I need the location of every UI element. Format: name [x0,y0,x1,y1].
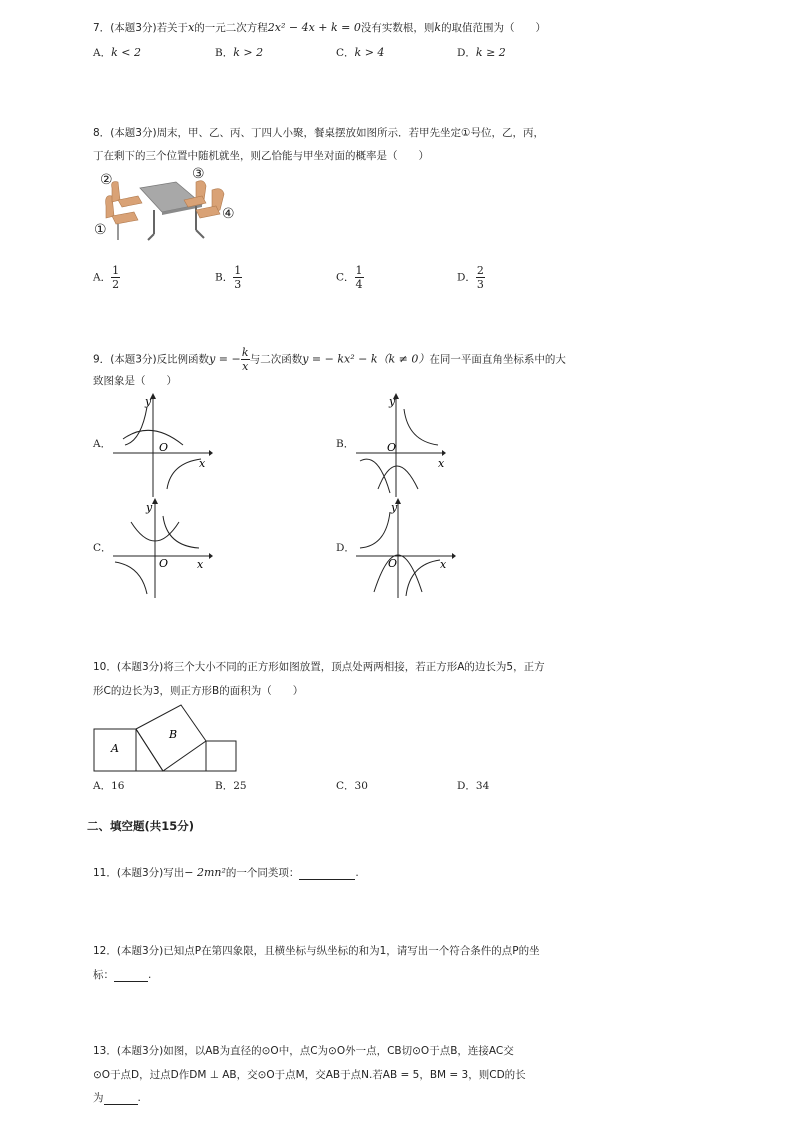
q8-option-b[interactable]: B． $\frac{1}{3}$ [215,264,242,291]
q7-number: 7． [93,22,111,34]
q7-option-a[interactable]: A．k < 2 [93,46,141,59]
q9-graph-d[interactable] [356,498,456,598]
q8-option-c[interactable]: C． $\frac{1}{4}$ [336,264,363,291]
q13-stem-line2: ⊙O于点D，过点D作DM ⊥ AB，交⊙O于点M，交AB于点N.若AB = 5，BM = 3，则CD的长 [93,1069,526,1081]
origin-label: O [159,441,169,454]
axis-label-y: y [145,395,152,408]
q12-stem-line1: 12．(本题3分)已知点P在第四象限，且横坐标与纵坐标的和为1，请写出一个符合条件的点P的坐 [93,945,540,957]
q11-stem: 11．(本题3分)写出− 2mn²的一个同类项： . [93,866,359,879]
axis-label-y: y [391,501,398,514]
axis-label-x: x [438,457,445,470]
q9-stem-line1: 9．(本题3分)反比例函数y = − $\frac{k}{x}$ 与二次函数y = − kx² − k（k ≠ 0）在同一平面直角坐标系中的大 [93,346,566,373]
seat-label-1: ① [94,222,107,238]
q9-stem-line2: 致图象是（ ） [93,375,177,387]
section2-title: 二、填空题(共15分) [87,819,195,833]
q9-graph-a[interactable] [113,393,213,497]
q7-option-c[interactable]: C．k > 4 [336,46,385,59]
axis-label-y: y [389,395,396,408]
axis-label-y: y [146,501,153,514]
q8-stem-line1: 8．(本题3分)周末，甲、乙、丙、丁四人小聚，餐桌摆放如图所示．若甲先坐定①号位，乙，丙， [93,127,544,139]
seat-label-3: ③ [192,166,205,182]
q8-option-d[interactable]: D． $\frac{2}{3}$ [457,264,484,291]
axis-label-x: x [197,558,204,571]
q12-answer-blank[interactable] [114,969,148,982]
q10-stem-line2: 形C的边长为3，则正方形B的面积为（ ） [93,685,304,697]
q9-option-c-label[interactable]: C． [93,542,112,554]
seat-label-4: ④ [222,206,235,222]
q7-option-b[interactable]: B．k > 2 [215,46,264,59]
q8-dining-table-figure [92,166,242,246]
q9-option-b-label[interactable]: B． [336,438,355,450]
q13-stem-line3: 为 . [93,1092,141,1104]
q7-option-d[interactable]: D．k ≥ 2 [457,46,506,59]
q9-graph-c[interactable] [113,498,213,598]
q13-answer-blank[interactable] [104,1092,138,1105]
q10-squares-figure [93,700,239,772]
q9-graph-b[interactable] [356,393,456,497]
q10-option-a[interactable]: A．16 [93,780,125,792]
q8-option-a[interactable]: A． $\frac{1}{2}$ [93,264,120,291]
q8-stem-line2: 丁在剩下的三个位置中随机就坐，则乙恰能与甲坐对面的概率是（ ） [93,150,429,162]
q10-option-c[interactable]: C．30 [336,780,368,792]
q7-tag: (本题3分) [110,22,157,34]
q13-stem-line1: 13．(本题3分)如图，以AB为直径的⊙O中，点C为⊙O外一点，CB切⊙O于点B，连接AC交 [93,1045,514,1057]
origin-label: O [388,557,398,570]
origin-label: O [159,557,169,570]
chair-seat-2 [112,182,142,207]
q9-option-d-label[interactable]: D． [336,542,355,554]
q12-stem-line2: 标： . [93,969,152,981]
axis-label-x: x [440,558,447,571]
q10-option-d[interactable]: D．34 [457,780,490,792]
origin-label: O [387,441,397,454]
axis-label-x: x [199,457,206,470]
seat-label-2: ② [100,172,113,188]
q7-equation: 2x² − 4x + k = 0 [267,21,361,34]
square-a-label: A [111,742,119,755]
q7-stem: 7．(本题3分)若关于x的一元二次方程2x² − 4x + k = 0没有实数根，则k的取值范围为（ ） [93,21,547,34]
q10-option-b[interactable]: B．25 [215,780,247,792]
q11-answer-blank[interactable] [299,867,355,880]
q9-option-a-label[interactable]: A． [93,438,112,450]
square-b-label: B [169,728,178,741]
square-c [206,741,236,771]
q10-stem-line1: 10．(本题3分)将三个大小不同的正方形如图放置，顶点处两两相接，若正方形A的边长为5，正方 [93,661,545,673]
